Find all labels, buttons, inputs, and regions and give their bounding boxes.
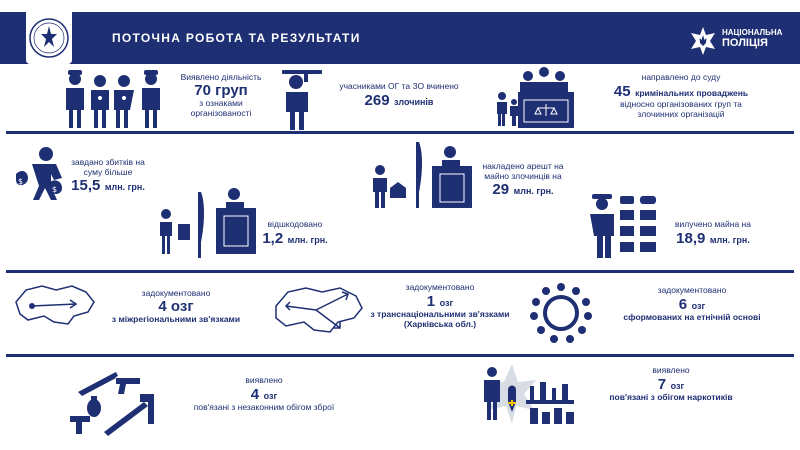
groups-line3: організованості	[190, 107, 252, 118]
court-line2: кримінальних проваджень	[635, 87, 749, 98]
drugs-line1: виявлено	[652, 365, 690, 375]
arrest-podium-icon	[370, 140, 476, 210]
drugs-stat	[586, 366, 756, 403]
department-emblem-icon	[26, 12, 72, 64]
transnational-line1: задокументовано	[405, 282, 475, 292]
groups-stat	[172, 73, 270, 118]
damage-line2: суму більше	[83, 166, 133, 177]
arrest-line1: накладено арешт на	[482, 161, 564, 171]
drugs-icon	[470, 360, 580, 440]
interregional-value: 4 озг	[158, 297, 194, 315]
damage-line1: завдано збитків на	[71, 157, 145, 167]
police-line2: ПОЛІЦІЯ	[722, 37, 768, 49]
damage-value: 15,5	[71, 177, 101, 195]
court-line1: направлено до суду	[641, 72, 721, 82]
gunman-icon	[280, 64, 324, 130]
interregional-line1: задокументовано	[141, 288, 211, 298]
arrest-line2: майно злочинців на	[484, 170, 562, 181]
compensated-line1: відшкодовано	[267, 219, 323, 229]
transnational-value: 1	[426, 292, 436, 310]
damage-stat	[56, 158, 160, 195]
court-icon	[494, 66, 594, 128]
weapons-value: 4	[250, 385, 260, 403]
compensated-value: 1,2	[262, 229, 284, 247]
damage-unit: млн. грн.	[104, 182, 145, 193]
transnational-unit: озг	[439, 297, 454, 308]
interregional-line2: з міжрегіональними зв'язками	[111, 314, 241, 325]
court-line4: злочинних організацій	[637, 108, 725, 119]
confiscated-property-icon	[588, 192, 662, 262]
ukraine-map-icon	[12, 282, 98, 328]
seized-unit: млн. грн.	[709, 234, 750, 245]
transnational-line3: (Харківська обл.)	[403, 318, 477, 329]
seized-stat	[664, 220, 762, 247]
transnational-stat	[362, 283, 518, 329]
page-title: ПОТОЧНА РОБОТА ТА РЕЗУЛЬТАТИ	[112, 31, 361, 45]
ethnic-stat	[612, 286, 772, 323]
crimes-value: 269	[364, 91, 390, 109]
arrest-unit: млн. грн.	[513, 186, 554, 197]
drugs-value: 7	[657, 375, 667, 393]
ethnic-unit: озг	[691, 300, 706, 311]
weapons-unit: озг	[263, 390, 278, 401]
compensated-stat	[254, 220, 336, 247]
separator-2	[6, 270, 794, 273]
seized-value: 18,9	[676, 229, 706, 247]
groups-line2: з ознаками	[199, 98, 243, 109]
compensated-unit: млн. грн.	[287, 234, 328, 245]
crimes-stat	[328, 82, 470, 109]
separator-1	[6, 131, 794, 134]
crimes-line1: учасниками ОГ та ЗО вчинено	[339, 81, 459, 91]
drugs-line2: пов'язані з обігом наркотиків	[609, 392, 733, 403]
weapons-icon	[64, 366, 158, 436]
court-stat	[594, 73, 768, 119]
people-group-icon	[64, 68, 174, 130]
seized-line1: вилучено майна на	[675, 219, 751, 229]
separator-3	[6, 354, 794, 357]
crimes-unit: злочинів	[394, 96, 434, 107]
court-line3: відносно організованих груп та	[620, 99, 742, 110]
ethnic-circle-icon	[530, 282, 592, 344]
weapons-stat	[180, 376, 348, 413]
groups-value: 70 груп	[194, 81, 248, 99]
ethnic-line1: задокументовано	[657, 285, 727, 295]
header-bar	[0, 12, 800, 64]
svg-text:$: $	[52, 185, 58, 194]
svg-text:$: $	[18, 177, 24, 186]
police-logo-text	[722, 27, 794, 49]
department-logo	[26, 12, 72, 64]
transnational-line2: з транснаціональними зв'язками	[370, 309, 510, 320]
ethnic-value: 6	[678, 295, 688, 313]
groups-line1: Виявлено діяльність	[180, 72, 262, 82]
witness-stand-icon	[158, 184, 262, 260]
weapons-line1: виявлено	[245, 375, 283, 385]
interregional-stat	[96, 289, 256, 325]
drugs-unit: озг	[670, 380, 685, 391]
police-line1: НАЦІОНАЛЬНА	[722, 28, 783, 37]
arrest-stat	[468, 162, 578, 199]
arrest-value: 29	[492, 181, 510, 199]
court-value: 45	[613, 82, 631, 100]
transnational-map-icon	[270, 280, 366, 340]
police-star-icon	[688, 26, 718, 56]
ethnic-line2: сформованих на етнічній основі	[623, 312, 761, 323]
weapons-line2: пов'язані з незаконним обігом зброї	[193, 402, 335, 413]
